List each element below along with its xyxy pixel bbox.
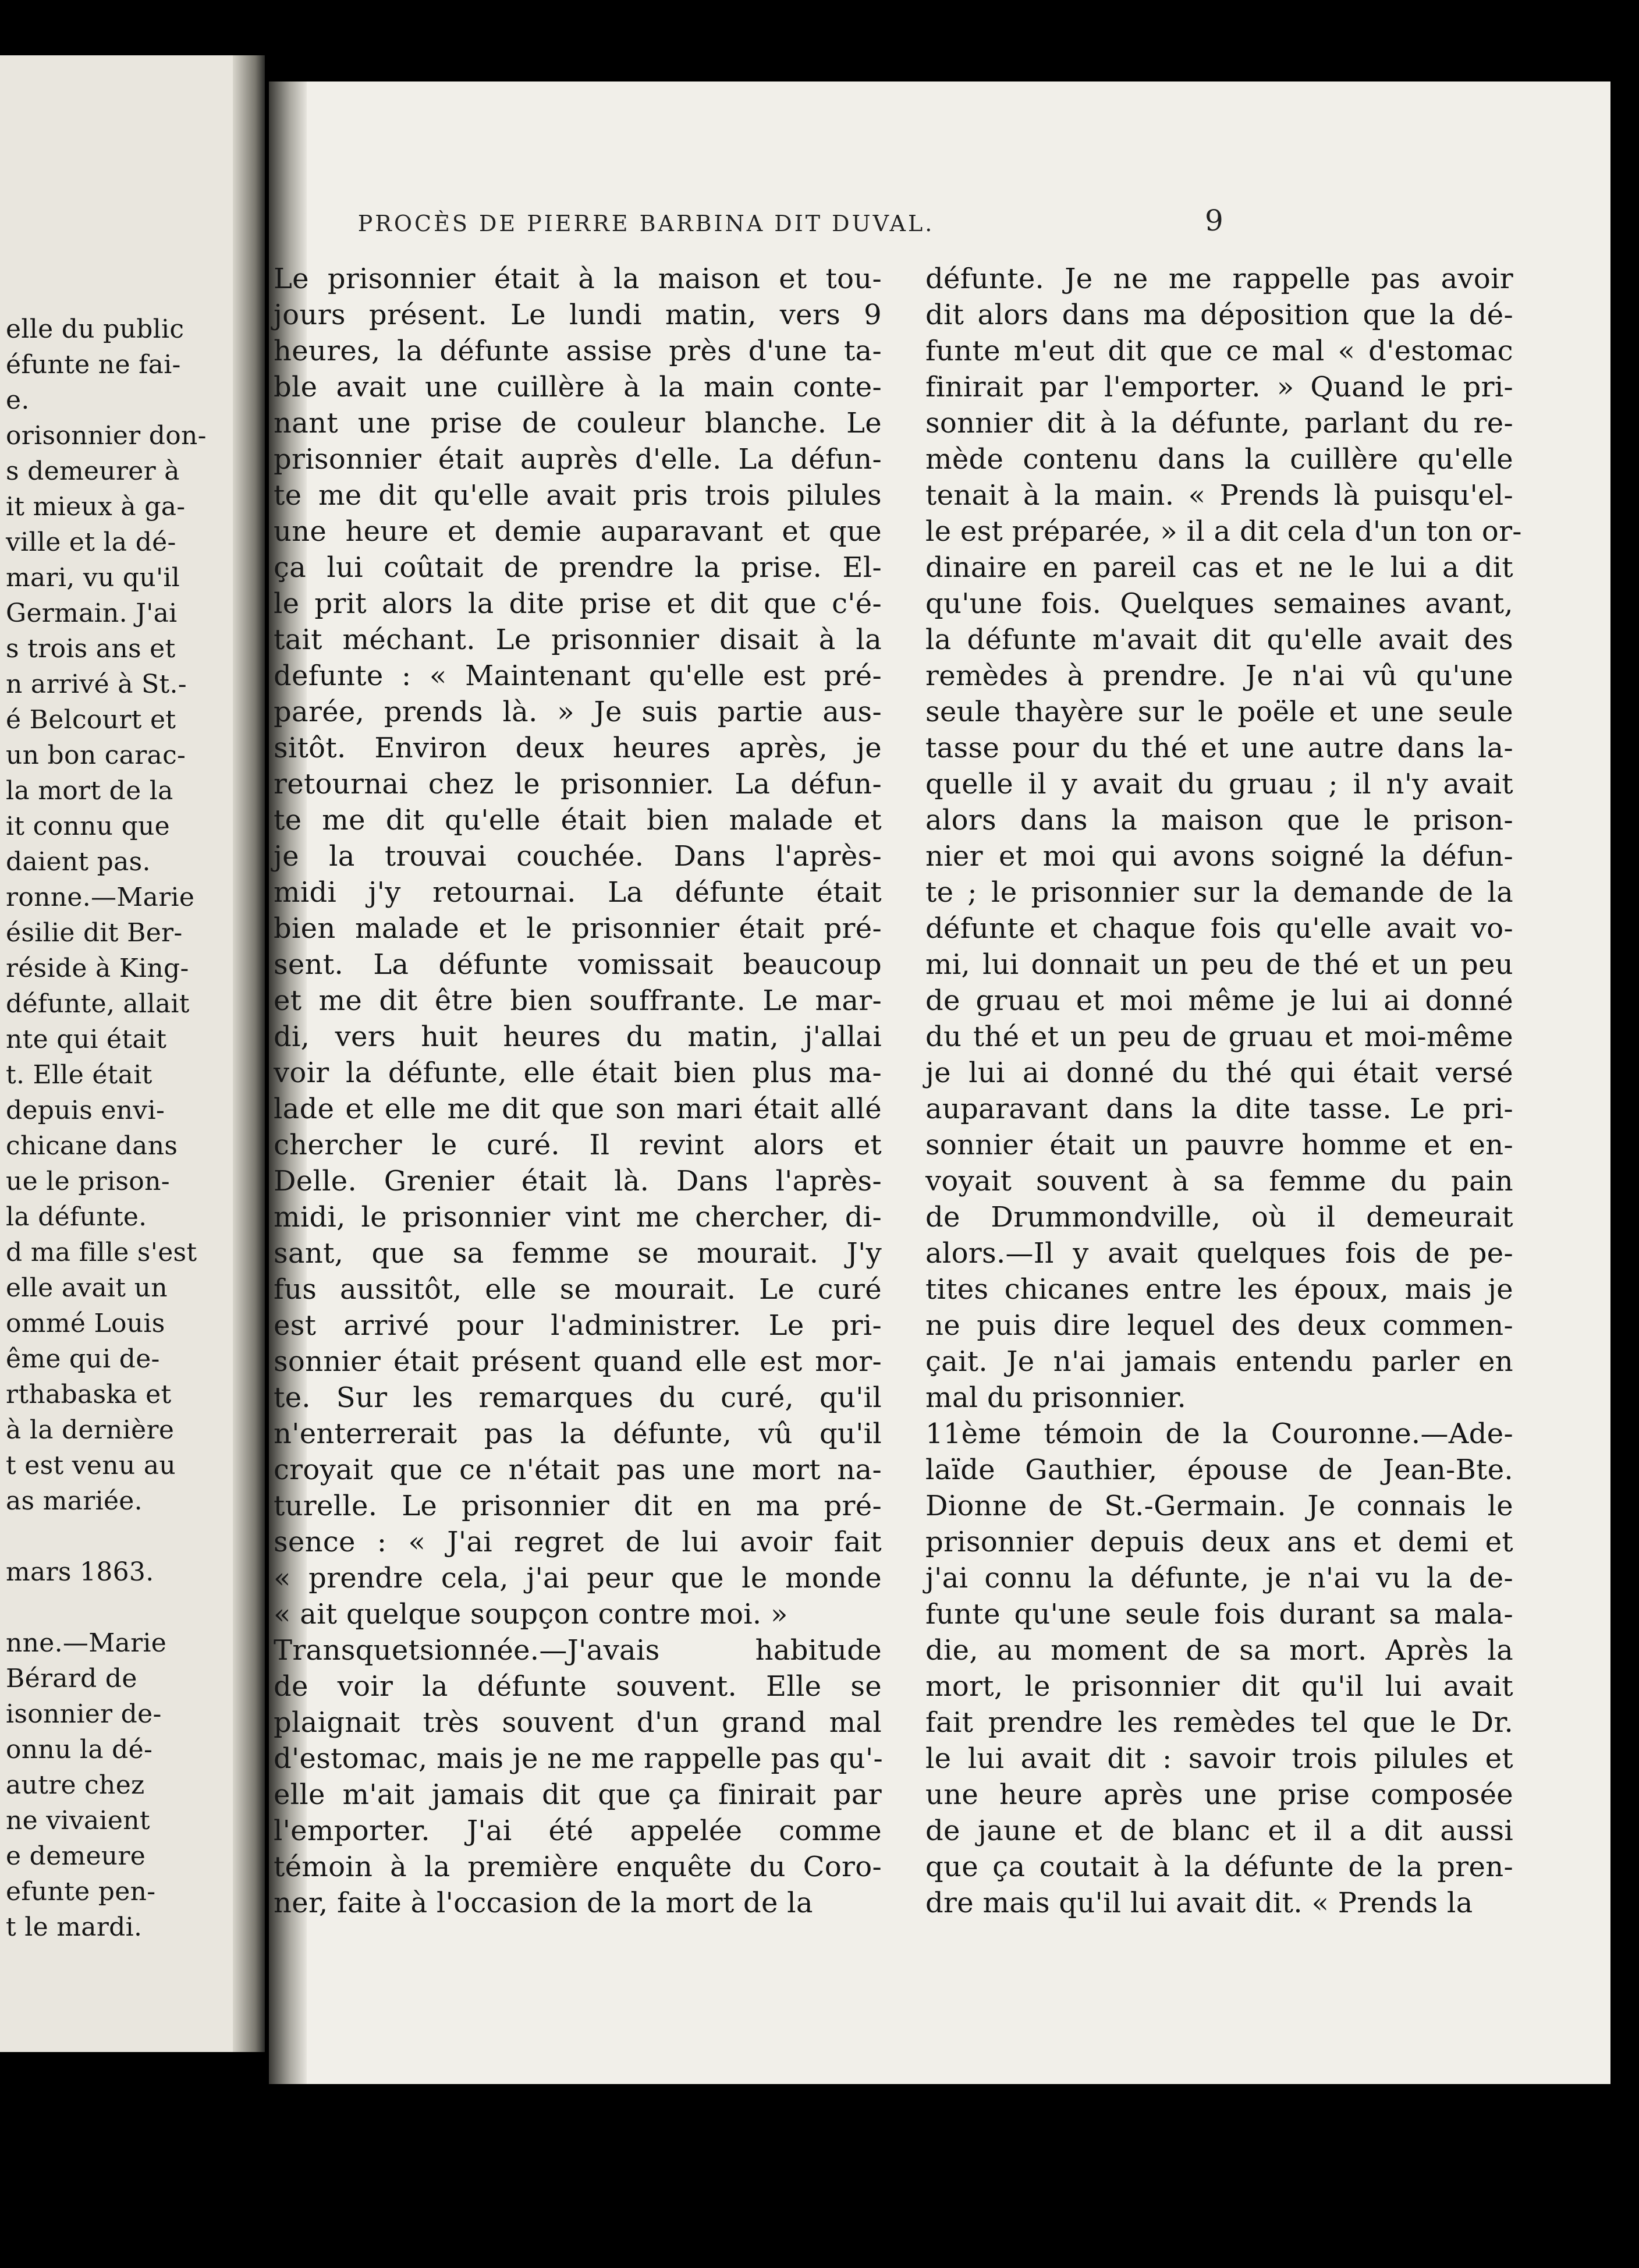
text-line: s demeurer à: [6, 456, 180, 486]
text-line: sent. La défunte vomissait beaucoup: [274, 948, 882, 981]
text-line: dre mais qu'il lui avait dit. « Prends la: [925, 1887, 1473, 1919]
text-line: un bon carac-: [6, 740, 186, 770]
text-line: it connu que: [6, 811, 171, 841]
text-line: éfunte ne fai-: [6, 350, 181, 380]
text-line: j'ai connu la défunte, je n'ai vu la de-: [925, 1562, 1513, 1594]
text-line: sitôt. Environ deux heures après, je: [274, 732, 882, 764]
text-column-2: [925, 261, 1522, 1921]
text-line: mi, lui donnait un peu de thé et un peu: [925, 948, 1513, 981]
text-line: mal du prisonnier.: [925, 1381, 1187, 1414]
text-line: autre chez: [6, 1770, 145, 1800]
text-line: à la dernière: [6, 1415, 175, 1445]
text-line: tites chicanes entre les époux, mais je: [925, 1273, 1513, 1306]
text-line: du thé et un peu de gruau et moi-même: [925, 1020, 1513, 1053]
text-line: d ma fille s'est: [6, 1238, 197, 1267]
text-line: croyait que ce n'était pas une mort na-: [274, 1454, 882, 1486]
text-line: défunte, allait: [6, 989, 190, 1019]
text-line: chercher le curé. Il revint alors et: [274, 1129, 882, 1161]
text-line: ême qui de-: [6, 1344, 160, 1374]
text-line: de jaune et de blanc et il a dit aussi: [925, 1815, 1513, 1847]
text-line: plaignait très souvent d'un grand mal: [274, 1706, 882, 1739]
text-line: rthabaska et: [6, 1380, 172, 1409]
text-line: n'enterrerait pas la défunte, vû qu'il: [274, 1418, 882, 1450]
text-line: ne vivaient: [6, 1806, 150, 1835]
text-line: ble avait une cuillère à la main conte-: [274, 371, 882, 403]
text-line: e.: [6, 385, 30, 415]
text-line: tenait à la main. « Prends là puisqu'el-: [925, 479, 1513, 512]
text-line: te ; le prisonnier sur la demande de la: [925, 876, 1513, 909]
text-line: voir la défunte, elle était bien plus ma-: [274, 1057, 882, 1089]
left-page-edge: [233, 55, 265, 2052]
text-line: sonnier était présent quand elle est mor-: [274, 1345, 882, 1378]
text-line: ville et la dé-: [6, 527, 176, 557]
text-line: daient pas.: [6, 847, 151, 877]
text-line: ronne.—Marie: [6, 883, 195, 912]
text-line: « ait quelque soupçon contre moi. »: [274, 1598, 788, 1631]
text-line: Dionne de St.-Germain. Je connais le: [925, 1490, 1513, 1522]
text-line: it mieux à ga-: [6, 492, 186, 522]
text-line: quelle il y avait du gruau ; il n'y avait: [925, 768, 1513, 800]
text-line: l'emporter. J'ai été appelée comme: [274, 1815, 882, 1847]
text-line: funte qu'une seule fois durant sa mala-: [925, 1598, 1513, 1631]
text-line: lade et elle me dit que son mari était allé: [274, 1093, 882, 1125]
text-line: fait prendre les remèdes tel que le Dr.: [925, 1706, 1513, 1739]
text-line: te me dit qu'elle était bien malade et: [274, 804, 882, 837]
text-line: [6, 1590, 215, 1625]
text-line: défunte et chaque fois qu'elle avait vo-: [925, 912, 1513, 945]
text-line: ue le prison-: [6, 1167, 170, 1196]
text-line: 11ème témoin de la Couronne.—Ade-: [925, 1418, 1513, 1450]
text-line: mort, le prisonnier dit qu'il lui avait: [925, 1670, 1513, 1703]
text-line: ésilie dit Ber-: [6, 918, 183, 948]
text-line: mède contenu dans la cuillère qu'elle: [925, 443, 1513, 476]
text-line: Transquetsionnée.—J'avais habitude: [274, 1634, 882, 1667]
text-line: seule thayère sur le poële et une seule: [925, 696, 1513, 728]
text-line: sonnier dit à la défunte, parlant du re-: [925, 407, 1513, 440]
text-line: depuis envi-: [6, 1096, 165, 1125]
text-line: tasse pour du thé et une autre dans la-: [925, 732, 1513, 764]
text-line: elle avait un: [6, 1273, 168, 1303]
text-line: prisonnier était auprès d'elle. La défun-: [274, 443, 882, 476]
text-line: t est venu au: [6, 1451, 176, 1480]
text-line: efunte pen-: [6, 1877, 156, 1906]
text-line: heures, la défunte assise près d'une ta-: [274, 335, 882, 367]
text-line: prisonnier depuis deux ans et demi et: [925, 1526, 1513, 1558]
text-column-1: [274, 261, 882, 1921]
text-line: que ça coutait à la défunte de la pren-: [925, 1851, 1513, 1883]
text-line: défunte. Je ne me rappelle pas avoir: [925, 263, 1513, 295]
text-line: e demeure: [6, 1841, 146, 1871]
text-line: sonnier était un pauvre homme et en-: [925, 1129, 1513, 1161]
text-line: dit alors dans ma déposition que la dé-: [925, 299, 1513, 331]
text-line: fus aussitôt, elle se mourait. Le curé: [274, 1273, 882, 1306]
text-line: nne.—Marie: [6, 1628, 167, 1658]
text-line: die, au moment de sa mort. Après la: [925, 1634, 1513, 1667]
text-line: nant une prise de couleur blanche. Le: [274, 407, 882, 440]
text-line: n arrivé à St.-: [6, 669, 187, 699]
text-line: et me dit être bien souffrante. Le mar-: [274, 984, 882, 1017]
text-line: midi j'y retournai. La défunte était: [274, 876, 882, 909]
text-line: mari, vu qu'il: [6, 563, 180, 593]
text-line: di, vers huit heures du matin, j'allai: [274, 1020, 882, 1053]
text-line: elle m'ait jamais dit que ça finirait par: [274, 1778, 882, 1811]
text-line: chicane dans: [6, 1131, 178, 1161]
text-line: la défunte m'avait dit qu'elle avait des: [925, 623, 1513, 656]
text-line: isonnier de-: [6, 1699, 162, 1729]
text-line: finirait par l'emporter. » Quand le pri-: [925, 371, 1513, 403]
text-line: d'estomac, mais je ne me rappelle pas qu'-: [274, 1742, 884, 1775]
text-line: ne puis dire lequel des deux commen-: [925, 1309, 1513, 1342]
text-line: sant, que sa femme se mourait. J'y: [274, 1237, 882, 1270]
text-line: voyait souvent à sa femme du pain: [925, 1165, 1513, 1197]
text-line: la mort de la: [6, 776, 173, 806]
text-line: çait. Je n'ai jamais entendu parler en: [925, 1345, 1513, 1378]
text-line: Delle. Grenier était là. Dans l'après-: [274, 1165, 882, 1197]
text-line: te me dit qu'elle avait pris trois pilules: [274, 479, 882, 512]
text-line: de gruau et moi même je lui ai donné: [925, 984, 1513, 1017]
text-line: parée, prends là. » Je suis partie aus-: [274, 696, 882, 728]
text-line: est arrivé pour l'administrer. Le pri-: [274, 1309, 882, 1342]
text-line: le est préparée, » il a dit cela d'un ton or-: [925, 515, 1522, 548]
text-line: sence : « J'ai regret de lui avoir fait: [274, 1526, 882, 1558]
text-line: mars 1863.: [6, 1557, 154, 1587]
text-line: qu'une fois. Quelques semaines avant,: [925, 587, 1513, 620]
text-line: alors.—Il y avait quelques fois de pe-: [925, 1237, 1513, 1270]
text-line: elle du public: [6, 314, 185, 344]
text-line: é Belcourt et: [6, 705, 176, 735]
text-line: nte qui était: [6, 1025, 167, 1054]
text-line: témoin à la première enquête du Coro-: [274, 1851, 882, 1883]
text-line: t. Elle était: [6, 1060, 152, 1090]
text-line: une heure après une prise composée: [925, 1778, 1513, 1811]
text-line: auparavant dans la dite tasse. Le pri-: [925, 1093, 1513, 1125]
text-line: orisonnier don-: [6, 421, 207, 451]
text-line: Bérard de: [6, 1664, 137, 1693]
text-line: funte m'eut dit que ce mal « d'estomac: [925, 335, 1513, 367]
text-line: « prendre cela, j'ai peur que le monde: [274, 1562, 882, 1594]
text-line: tait méchant. Le prisonnier disait à la: [274, 623, 882, 656]
text-line: onnu la dé-: [6, 1735, 153, 1764]
left-page: [0, 55, 265, 2052]
text-line: Germain. J'ai: [6, 598, 178, 628]
text-line: [6, 1519, 215, 1554]
left-page-text: [6, 311, 215, 1945]
text-line: retournai chez le prisonnier. La défun-: [274, 768, 882, 800]
text-line: le lui avait dit : savoir trois pilules et: [925, 1742, 1513, 1775]
text-line: as mariée.: [6, 1486, 143, 1516]
text-line: ner, faite à l'occasion de la mort de la: [274, 1887, 813, 1919]
text-line: ça lui coûtait de prendre la prise. El-: [274, 551, 882, 584]
text-line: dinaire en pareil cas et ne le lui a dit: [925, 551, 1513, 584]
text-line: bien malade et le prisonnier était pré-: [274, 912, 882, 945]
page-number: 9: [1205, 204, 1223, 238]
text-line: defunte : « Maintenant qu'elle est pré-: [274, 660, 882, 692]
text-line: de voir la défunte souvent. Elle se: [274, 1670, 882, 1703]
text-line: réside à King-: [6, 954, 189, 983]
text-line: remèdes à prendre. Je n'ai vû qu'une: [925, 660, 1513, 692]
text-line: te. Sur les remarques du curé, qu'il: [274, 1381, 882, 1414]
text-line: s trois ans et: [6, 634, 176, 664]
text-line: nier et moi qui avons soigné la défun-: [925, 840, 1513, 873]
text-line: alors dans la maison que le prison-: [925, 804, 1513, 837]
text-line: je lui ai donné du thé qui était versé: [925, 1057, 1513, 1089]
text-line: le prit alors la dite prise et dit que c'é-: [274, 587, 882, 620]
text-line: de Drummondville, où il demeurait: [925, 1201, 1513, 1234]
text-line: je la trouvai couchée. Dans l'après-: [274, 840, 882, 873]
running-head: PROCÈS DE PIERRE BARBINA DIT DUVAL.: [357, 211, 935, 236]
text-line: jours présent. Le lundi matin, vers 9: [274, 299, 882, 331]
text-line: Le prisonnier était à la maison et tou-: [274, 263, 882, 295]
text-line: ommé Louis: [6, 1309, 165, 1338]
text-line: midi, le prisonnier vint me chercher, di-: [274, 1201, 882, 1234]
text-line: laïde Gauthier, épouse de Jean-Bte.: [925, 1454, 1513, 1486]
text-line: turelle. Le prisonnier dit en ma pré-: [274, 1490, 882, 1522]
text-line: t le mardi.: [6, 1912, 143, 1942]
text-line: une heure et demie auparavant et que: [274, 515, 882, 548]
text-line: la défunte.: [6, 1202, 147, 1232]
